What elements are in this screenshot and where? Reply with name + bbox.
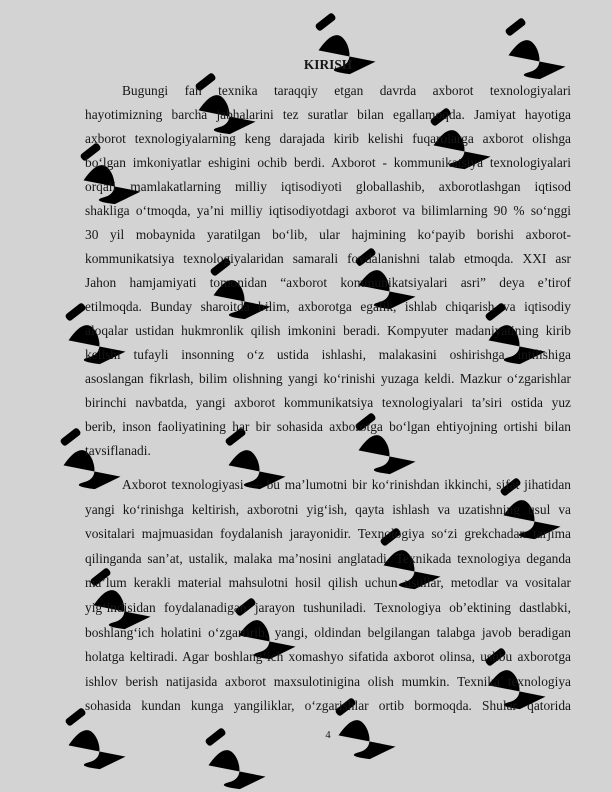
text-line: kelishi tufayli insonning o‘z ustida ishlashi, malakasini oshirishga intilishiga bbox=[85, 347, 571, 362]
text-line: ishlov berish natijasida axborot maxsulotinigina olish mumkin. Texnika texnologiya bbox=[85, 673, 571, 689]
text-line: tavsiflanadi. bbox=[85, 443, 151, 458]
text-line: Axborot texnologiyasi — bu ma’lumotni bir ko‘rinishdan ikkinchi, sifat jihatidan bbox=[122, 477, 571, 492]
text-line: hayotimizning barcha jabhalarini tez suratlar bilan egallamoqda. Jamiyat hayotiga bbox=[85, 107, 571, 122]
text-line: berib, inson faoliyatining har bir sohasida axborotga bo‘lgan ehtiyojning ortishi bilan bbox=[85, 419, 571, 434]
paragraph-intro bbox=[85, 79, 571, 463]
text-line: qilinganda san’at, ustalik, malaka ma’nosini anglatadi. Texnikada texnologiya deganda bbox=[85, 550, 571, 566]
text-line: shakliga o‘tmoqda, ya’ni milliy iqtisodiyotdagi axborot va bilimlarning 90 % so‘nggi bbox=[85, 203, 571, 218]
text-line: ma’lum kerakli material mahsulotni hosil qilish uchun usullar, metodlar va vositalar bbox=[85, 575, 571, 591]
text-line: bo‘lgan imkoniyatlar eshigini ochib berdi. Axborot - kommunikatsiya texnologiyalari bbox=[85, 155, 571, 170]
paragraph-definition bbox=[85, 473, 571, 719]
text-line: yangi ko‘rinishga keltirish, axborotni yig‘ish, qayta ishlash va uzatishning usul va bbox=[85, 501, 571, 517]
text-line: etilmoqda. Bunday sharoitda bilim, axborotga egalik, ishlab chiqarish va iqtisodiy bbox=[85, 299, 571, 314]
text-line: asoslangan fikrlash, bilim olishning yangi ko‘rinishi yuzaga keldi. Mazkur o‘zgarishlar bbox=[85, 371, 571, 386]
text-line: vositalari majmuasidan foydalanish jarayonidir. Texnologiya so‘zi grekchadan tarjima bbox=[85, 526, 571, 542]
page-number: 4 bbox=[325, 730, 331, 741]
text-line: sohasida kundan kunga yangiliklar, o‘zgarishlar ortib bormoqda. Shular qatorida bbox=[85, 698, 571, 714]
text-line: holatga keltiradi. Agar boshlang‘ich xomashyo sifatida axborot olinsa, ushbu axborotga bbox=[85, 649, 571, 665]
text-line: aloqalar ustidan hukmronlik qilish imkonini beradi. Kompyuter madaniyatining kirib bbox=[85, 323, 571, 338]
text-line: 30 yil mobaynida yaratilgan bo‘lib, ular hajmining ko‘payib borishi axborot- bbox=[85, 227, 571, 242]
text-line: birinchi navbatda, yangi axborot kommunikatsiya texnologiyalari ta’siri ostida yuz bbox=[85, 395, 571, 410]
text-line: Jahon hamjamiyati tomonidan “axborot kommunikatsiyalari asri” deya e’tirof bbox=[85, 275, 571, 290]
text-line: Bugungi fan texnika taraqqiy etgan davrda axborot texnologiyalari bbox=[122, 83, 571, 98]
text-line: kommunikatsiya texnologiyalaridan samarali foydalanishni talab etmoqda. XXI asr bbox=[85, 251, 571, 266]
text-line: boshlang‘ich holatini o‘zgartirib, yangi, oldindan belgilangan talabga javob beradigan bbox=[85, 624, 571, 640]
text-line: yig‘indisidan foydalanadigan jarayon tushuniladi. Texnologiya ob’ektining dastlabki, bbox=[85, 599, 571, 615]
text-line: orqali mamlakatlarning milliy iqtisodiyoti globallashib, axborotlashgan iqtisod bbox=[85, 179, 571, 194]
text-line: axborot texnologiyalarning keng darajada kirib kelishi fuqarolarga axborot olishga bbox=[85, 131, 571, 146]
page-title: KIRISH bbox=[303, 57, 353, 72]
